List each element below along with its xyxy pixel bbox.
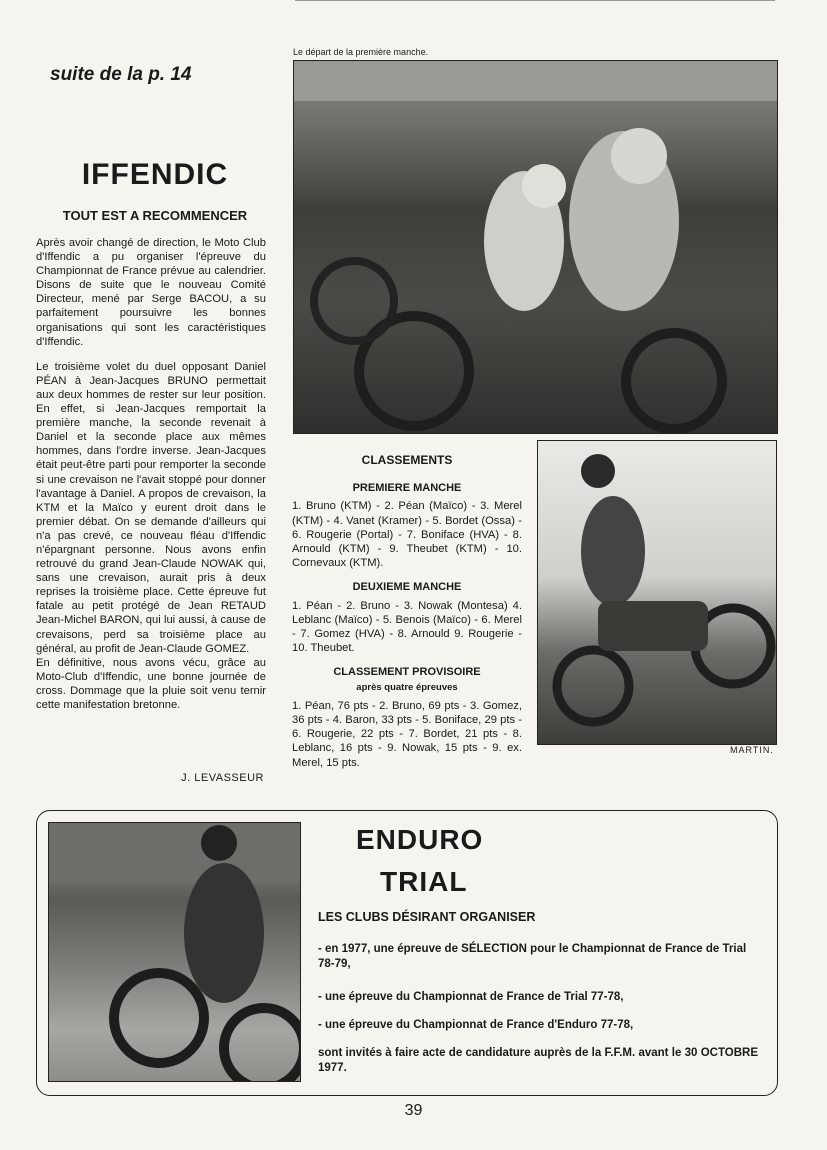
box-item: - une épreuve du Championnat de France d'Enduro 77-78, — [318, 1019, 634, 1031]
trial-rider-photo — [48, 822, 301, 1082]
box-clubs-heading: LES CLUBS DÉSIRANT ORGANISER — [318, 910, 536, 924]
box-title-trial: TRIAL — [380, 866, 468, 897]
rider-jump-photo — [537, 440, 777, 745]
race-start-photo-image — [294, 61, 777, 433]
race-start-photo — [293, 60, 778, 434]
photo-caption: Le départ de la première manche. — [293, 47, 429, 57]
provisional-results: 1. Péan, 76 pts - 2. Bruno, 69 pts - 3. Gomez, 36 pts - 4. Baron, 33 pts - 5. Boniface, 29 pts - 6. Rougerie, 22 pts - 7. Bordet, 21 pts - 8. Leblanc, 16 pts - 9. Nowak, 15 pts - 9. ex. Merel, 15 pts. — [292, 699, 522, 769]
article-title: IFFENDIC — [81, 158, 229, 191]
page-number: 39 — [404, 1102, 423, 1119]
rider-jump-photo-image — [538, 441, 776, 744]
provisional-title: CLASSEMENT PROVISOIRE — [333, 666, 481, 679]
box-closing-text: sont invités à faire acte de candidature auprès de la F.F.M. avant le 30 OCTOBRE 1977. — [318, 1047, 758, 1074]
box-item: - en 1977, une épreuve de SÉLECTION pour le Championnat de France de Trial 78-79, — [318, 943, 747, 970]
photo-credit: MARTIN. — [730, 745, 774, 755]
article-paragraph: En définitive, nous avons vécu, grâce au Moto-Club d'Iffendic, une bonne journée de cross. Dommage que la pluie soit venu ternir cette manifestation bretonne. — [36, 656, 266, 711]
article-paragraph: Après avoir changé de direction, le Moto Club d'Iffendic a pu organiser l'épreuve du Championnat de France prévue au calendrier. Disons de suite que le nouveau Comité Directeur, mené par Serge BACOU, a su parfaitement poursuivre les bonnes organisations qui sont les caractéristiques d'Iffendic. — [36, 237, 266, 348]
continued-from-label: suite de la p. 14 — [50, 64, 192, 85]
manche1-results: 1. Bruno (KTM) - 2. Péan (Maïco) - 3. Merel (KTM) - 4. Vanet (Kramer) - 5. Bordet (Ossa) - 6. Rougerie (Portal) - 7. Boniface (HVA) - 8. Arnould (KTM) - 9. Theubet (KTM) - 10. Cornevaux (KTM). — [292, 500, 522, 570]
article-paragraph: Le troisième volet du duel opposant Daniel PÉAN à Jean-Jacques BRUNO permettait aux deux hommes de rester sur leur position. En effet, si Jean-Jacques remportait la première manche, la seconde revenait à Daniel et la seconde place aux mêmes hommes, dans l'ordre inverse. Jean-Jacques était peut-être parti pour remporter la seconde si une crevaison ne l'avait stoppé pour donner l'avantage à Daniel. A propos de crevaison, la KTM et la Maïco y eurent droit dans le premier débat. On se demande d'ailleurs qui n'a pas crevé, ce nouveau fléau d'Iffendic n'épargnant personne. Nous avons enfin retrouvé du grand Jean-Claude NOWAK qui, sans une crevaison, aurait pris à deux reprises la troisième place. Cette épreuve fut fatale au petit protégé de Jean RETAUD Jean-Michel BARON, qui lui aussi, à cause de crevaisons, perd sa troisième place au général, au profit de Jean-Claude GOMEZ. — [36, 360, 266, 655]
top-rule — [295, 0, 775, 1]
article-body — [36, 236, 266, 723]
results-heading: CLASSEMENTS — [361, 453, 453, 467]
manche1-title: PREMIERE MANCHE — [352, 482, 462, 495]
author-signature: J. LEVASSEUR — [181, 772, 264, 784]
box-title-enduro: ENDURO — [356, 824, 484, 855]
manche2-title: DEUXIEME MANCHE — [352, 581, 462, 594]
box-item: - une épreuve du Championnat de France de Trial 77-78, — [318, 991, 624, 1003]
article-subtitle: TOUT EST A RECOMMENCER — [62, 208, 248, 223]
results-panel — [292, 453, 522, 780]
trial-rider-photo-image — [49, 823, 300, 1081]
manche2-results: 1. Péan - 2. Bruno - 3. Nowak (Montesa) 4. Leblanc (Maïco) - 5. Benois (Maïco) - 6. Merel - 7. Gomez (HVA) - 8. Arnould 9. Rougerie - 10. Theubet. — [292, 599, 522, 655]
provisional-subtitle: après quatre épreuves — [356, 681, 458, 693]
